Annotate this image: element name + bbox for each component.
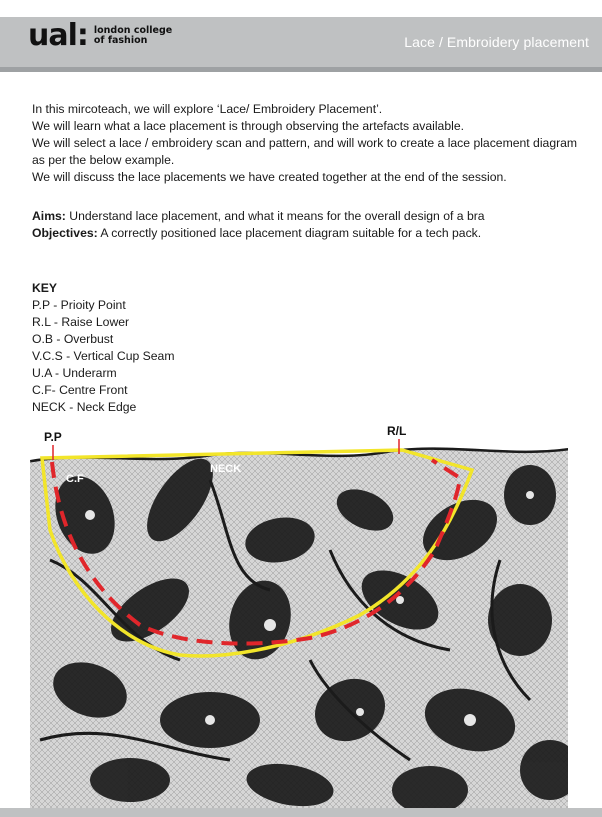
key-item: R.L - Raise Lower (32, 315, 130, 329)
aims-objectives (32, 208, 592, 242)
key-item: V.C.S - Vertical Cup Seam (32, 349, 175, 363)
logo-college-name: london college of fashion (93, 25, 173, 46)
intro-line: We will select a lace / embroidery scan and pattern, and will work to create a lace placement diagram as per the below example. (32, 136, 578, 167)
key-title: KEY (32, 281, 58, 295)
label-neck: NECK (210, 463, 242, 475)
ual-logo (28, 18, 184, 54)
logo-mark: ual: (28, 18, 88, 53)
key-item: O.B - Overbust (32, 332, 114, 346)
objectives-line: Objectives: A correctly positioned lace placement diagram suitable for a tech pack. (32, 226, 482, 240)
intro-paragraph (32, 101, 592, 186)
key-item: NECK - Neck Edge (32, 400, 137, 414)
lace-fabric (30, 420, 568, 808)
lace-placement-diagram (30, 420, 568, 808)
aims-line: Aims: Understand lace placement, and what it means for the overall design of a bra (32, 209, 485, 223)
page-header (0, 0, 602, 72)
intro-line: We will discuss the lace placements we have created together at the end of the session. (32, 170, 507, 184)
key-item: C.F- Centre Front (32, 383, 128, 397)
key-item: U.A - Underarm (32, 366, 117, 380)
intro-line: In this mircoteach, we will explore ‘Lace/ Embroidery Placement’. (32, 102, 383, 116)
label-rl: R/L (387, 424, 407, 438)
intro-line: We will learn what a lace placement is through observing the artefacts available. (32, 119, 464, 133)
page-title: Lace / Embroidery placement (404, 34, 589, 50)
header-divider (0, 67, 602, 72)
label-cf: C.F (66, 473, 84, 485)
key-legend (32, 280, 332, 416)
footer-bar (0, 808, 602, 817)
key-list (32, 297, 332, 416)
key-item: P.P - Prioity Point (32, 298, 126, 312)
label-pp: P.P (44, 430, 62, 444)
